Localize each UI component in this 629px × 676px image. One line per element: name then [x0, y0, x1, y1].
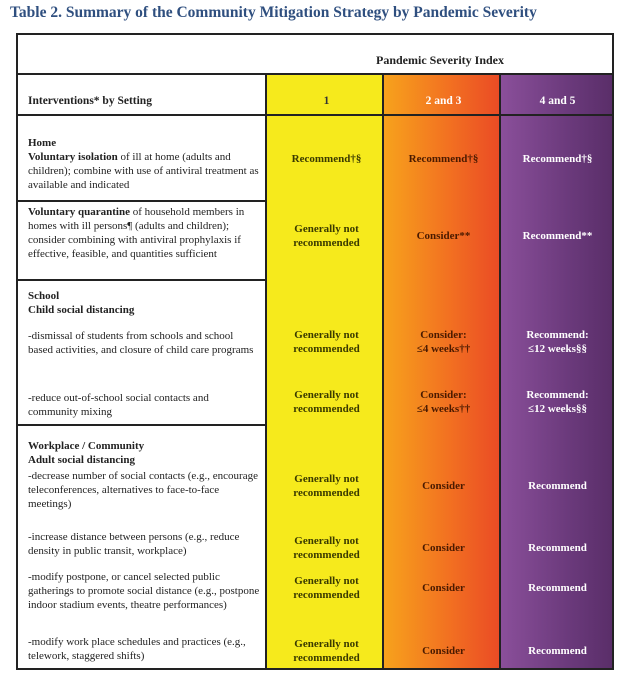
- divider: [18, 114, 612, 116]
- cell-2-3: Consider**: [416, 230, 471, 242]
- cell-1: Generally not recommended: [293, 223, 360, 249]
- cell-1: Generally not recommended: [293, 575, 360, 601]
- psi-header: [18, 35, 612, 75]
- row-work-schedules: -modify work place schedules and practices (e.g., telework, staggered shifts): [28, 636, 246, 662]
- psi-header-label: Pandemic Severity Index: [376, 53, 504, 67]
- divider: [265, 75, 267, 668]
- cell-2-3: Recommend†§: [408, 153, 479, 165]
- cell-1: Recommend†§: [291, 153, 362, 165]
- subsection-adult-distancing: Adult social distancing: [28, 454, 135, 466]
- cell-4-5: Recommend: [528, 542, 587, 554]
- interventions-header: Interventions* by Setting: [28, 95, 152, 107]
- cell-4-5: Recommend†§: [522, 153, 593, 165]
- cell-1: Generally not recommended: [293, 638, 360, 664]
- severity-4-5-header: 4 and 5: [539, 95, 576, 107]
- row-home-isolation: Voluntary isolation of ill at home (adults and children); combine with use of antiviral treatment as available and indicated: [28, 151, 259, 191]
- row-out-of-school: -reduce out-of-school social contacts and community mixing: [28, 392, 209, 418]
- table-title: Table 2. Summary of the Community Mitigation Strategy by Pandemic Severity: [10, 4, 537, 21]
- section-home: Home: [28, 137, 57, 149]
- row-public-gatherings: -modify postpone, or cancel selected public gatherings to promote social distance (e.g., postpone indoor stadium events, theatre performances): [28, 571, 260, 611]
- cell-2-3: Consider: [422, 582, 465, 594]
- cell-1: Generally not recommended: [293, 389, 360, 415]
- severity-1-header: 1: [323, 95, 330, 107]
- row-quarantine: Voluntary quarantine of household members in homes with ill persons¶ (adults and children); consider combining with antiviral prophylaxis if effective, feasible, and quantities sufficient: [28, 206, 245, 260]
- cell-2-3: Consider: ≤4 weeks††: [416, 329, 471, 355]
- cell-2-3: Consider: [422, 645, 465, 657]
- cell-1: Generally not recommended: [293, 473, 360, 499]
- divider: [18, 200, 267, 202]
- cell-4-5: Recommend: [528, 582, 587, 594]
- cell-4-5: Recommend**: [522, 230, 593, 242]
- severity-2-3-header: 2 and 3: [425, 95, 462, 107]
- subsection-child-distancing: Child social distancing: [28, 304, 135, 316]
- row-school-dismissal: -dismissal of students from schools and school based activities, and closure of child care programs: [28, 330, 254, 356]
- cell-4-5: Recommend: [528, 645, 587, 657]
- row-decrease-contacts: -decrease number of social contacts (e.g., encourage teleconferences, alternatives to face-to-face meetings): [28, 470, 258, 510]
- cell-2-3: Consider: ≤4 weeks††: [416, 389, 471, 415]
- row-increase-distance: -increase distance between persons (e.g., reduce density in public transit, workplace): [28, 531, 240, 557]
- divider: [18, 424, 267, 426]
- cell-2-3: Consider: [422, 542, 465, 554]
- mitigation-table: [16, 33, 614, 670]
- cell-1: Generally not recommended: [293, 535, 360, 561]
- divider: [18, 279, 267, 281]
- section-school: School: [28, 290, 60, 302]
- section-workplace: Workplace / Community: [28, 440, 145, 452]
- cell-2-3: Consider: [422, 480, 465, 492]
- cell-1: Generally not recommended: [293, 329, 360, 355]
- cell-4-5: Recommend: ≤12 weeks§§: [526, 329, 589, 355]
- cell-4-5: Recommend: ≤12 weeks§§: [526, 389, 589, 415]
- cell-4-5: Recommend: [528, 480, 587, 492]
